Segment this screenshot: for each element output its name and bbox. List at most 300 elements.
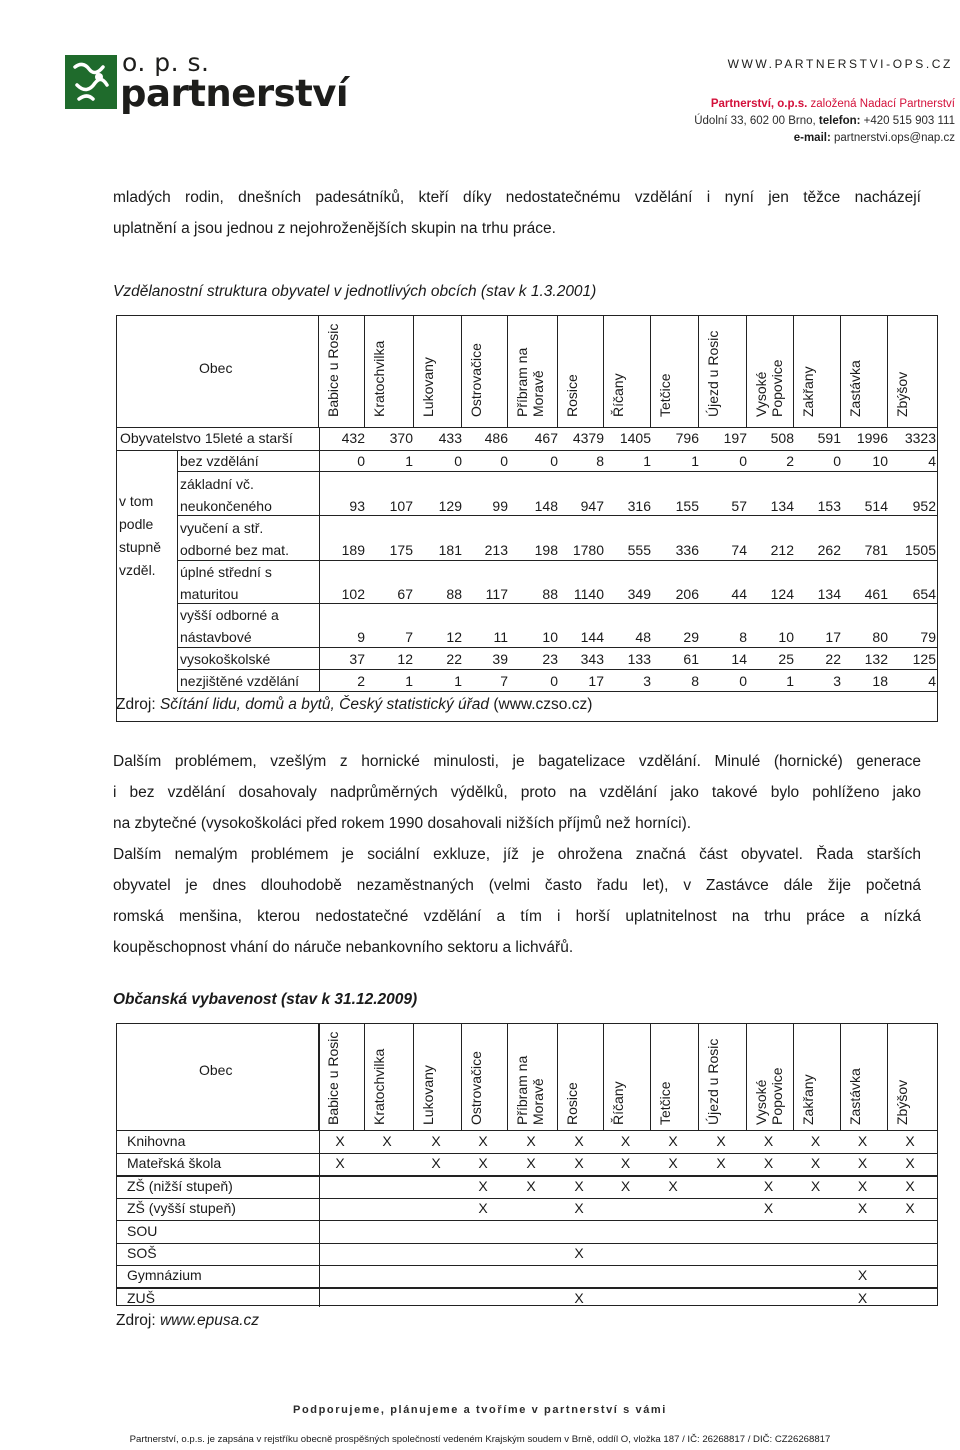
grid-line [603, 1024, 604, 1130]
grid-line [746, 1024, 747, 1130]
amenity-mark: X [478, 1177, 488, 1194]
grid-line [177, 560, 937, 561]
education-value: 12 [446, 629, 462, 645]
grid-line [117, 1198, 937, 1199]
municipality-name: Lukovany [420, 357, 436, 417]
body-line: na zbytečné (vysokoškoláci před rokem 1990 dosahovali nižších příjmů než horníci). [113, 815, 692, 832]
logo-icon [65, 55, 117, 109]
grid-line [117, 1265, 937, 1266]
amenity-mark: X [905, 1133, 915, 1149]
amenity-mark: X [668, 1133, 678, 1149]
education-value: 198 [534, 542, 558, 558]
amenity-mark: X [620, 1177, 631, 1194]
grid-line [117, 1175, 937, 1176]
municipality-header [610, 321, 626, 417]
education-value: 14 [731, 651, 747, 667]
education-level-label: neukončeného [180, 498, 272, 514]
grid-line [650, 316, 651, 427]
group-label: vzděl. [119, 562, 156, 578]
grid-line [557, 1024, 558, 1130]
amenity-label: Knihovna [127, 1133, 186, 1149]
education-value: 1 [405, 453, 413, 469]
education-value: 781 [864, 542, 888, 558]
education-value: 144 [580, 629, 604, 645]
municipality-header [371, 1029, 387, 1125]
education-value: 9 [357, 629, 365, 645]
obec-header: Obec [199, 1062, 233, 1078]
education-value: 12 [397, 651, 413, 667]
phone-number: +420 515 903 111 [863, 115, 955, 127]
education-level-label: vyučení a stř. [180, 520, 264, 536]
municipality-header [847, 321, 863, 417]
education-value: 1505 [904, 542, 936, 558]
email-address[interactable]: partnerstvi.ops@nap.cz [834, 132, 955, 144]
education-value: 132 [864, 651, 888, 667]
municipality-name: Ostrovačice [468, 343, 484, 417]
body-line: Dalším nemalým problémem je sociální exkluze, jíž je ohrožena značná část obyvatel. Řada starších [113, 846, 921, 863]
org-name: Partnerství, o.p.s. [710, 98, 808, 110]
education-value: 10 [542, 629, 558, 645]
education-value: 2 [786, 453, 794, 469]
education-level-label: vysokoškolské [180, 651, 271, 667]
amenity-mark: X [335, 1133, 345, 1149]
education-value: 99 [492, 498, 508, 514]
education-value: 213 [484, 542, 508, 558]
source-prefix: Zdroj: [116, 696, 160, 713]
municipality-header [894, 1029, 910, 1125]
intro-line: mladých rodin, dnešních padesátníků, kteří díky nedostatečnému vzdělání i nyní jen těžce nacházejí [113, 189, 921, 206]
amenity-mark: X [857, 1289, 868, 1306]
education-value: 153 [817, 498, 841, 514]
municipality-header [894, 321, 910, 417]
education-level-label: vyšší odborné a [180, 607, 279, 623]
education-value: 8 [739, 629, 747, 645]
municipality-name: Kratochvilka [371, 1048, 387, 1125]
municipality-name: Babice u Rosic [325, 1031, 341, 1125]
footer-legal: Partnerství, o.p.s. je zapsána v rejstříku obecně prospěšných společností vedeném Krajským soudem v Brně, oddíl O, vložka 187 / IČ: 26268817 / DIČ: CZ26268817 [129, 1434, 831, 1445]
education-value: 18 [872, 673, 888, 689]
amenity-mark: X [905, 1155, 915, 1172]
education-value: 175 [389, 542, 413, 558]
grid-line [793, 1024, 794, 1130]
source-link[interactable]: www.epusa.cz [159, 1312, 260, 1329]
amenity-mark: X [716, 1133, 726, 1149]
education-table [116, 315, 938, 722]
municipality-name: Vysoké Popovice [753, 359, 785, 417]
education-value: 206 [675, 586, 699, 602]
education-level-label: úplné střední s [180, 564, 272, 580]
municipality-header [564, 321, 580, 417]
education-value: 7 [405, 629, 413, 645]
municipality-name: Říčany [610, 373, 626, 417]
body-paragraph [113, 746, 921, 963]
body-line: i bez vzdělání dosahovaly nadprůměrných výdělků, proto na vzdělání jako takové bylo pohlíženo jako [113, 784, 921, 801]
municipality-header [468, 1029, 484, 1125]
education-value: 336 [675, 542, 699, 558]
amenity-mark: X [574, 1289, 584, 1306]
education-value: 11 [493, 629, 508, 645]
education-value: 4 [928, 453, 936, 469]
education-value: 514 [864, 498, 888, 514]
education-value: 133 [627, 651, 651, 667]
grid-line [117, 1130, 937, 1131]
education-value: 88 [542, 586, 558, 602]
grid-line [793, 316, 794, 427]
grid-line [177, 647, 937, 648]
municipality-name: Rosice [564, 1082, 580, 1125]
grid-line [117, 1287, 937, 1288]
education-value: 1 [786, 673, 794, 689]
amenity-mark: X [431, 1133, 441, 1149]
education-value: 25 [778, 651, 794, 667]
municipality-name: Újezd u Rosic [705, 1038, 721, 1125]
grid-line [177, 471, 937, 472]
education-value: 10 [872, 453, 888, 469]
municipality-header [657, 321, 673, 417]
municipality-header [705, 321, 721, 417]
total-value: 467 [534, 430, 558, 446]
municipality-header [753, 1029, 785, 1125]
education-value: 29 [683, 629, 699, 645]
amenity-mark: X [620, 1133, 631, 1149]
total-value: 197 [723, 430, 747, 446]
municipality-name: Příbram na Moravě [514, 1055, 546, 1125]
municipality-header [325, 321, 341, 417]
amenity-mark: X [335, 1155, 345, 1172]
source-prefix: Zdroj: [116, 1312, 160, 1329]
municipality-header [514, 1029, 546, 1125]
grid-line [364, 316, 365, 427]
municipality-header [420, 1029, 436, 1125]
website-link[interactable]: WWW.PARTNERSTVI-OPS.CZ [727, 57, 953, 71]
table1-title: Vzdělanostní struktura obyvatel v jednotlivých obcích (stav k 1.3.2001) [113, 283, 597, 300]
amenities-table [116, 1023, 938, 1306]
municipality-name: Příbram na Moravě [514, 347, 546, 417]
amenity-mark: X [810, 1177, 821, 1194]
amenity-label: ZŠ (vyšší stupeň) [127, 1200, 236, 1217]
brand-ops: o. p. s. [122, 48, 210, 77]
amenity-mark: X [431, 1155, 441, 1172]
education-value: 3 [643, 673, 651, 689]
education-level-label: nezjištěné vzdělání [180, 673, 300, 689]
education-value: 0 [833, 453, 841, 469]
education-level-label: nástavbové [180, 629, 252, 645]
amenity-mark: X [478, 1133, 488, 1149]
municipality-name: Kratochvilka [371, 340, 387, 417]
amenity-mark: X [382, 1133, 392, 1149]
municipality-header [371, 321, 387, 417]
amenity-mark: X [763, 1155, 774, 1172]
municipality-header [325, 1029, 341, 1125]
amenity-mark: X [857, 1200, 868, 1217]
amenity-mark: X [478, 1200, 488, 1217]
education-value: 1 [643, 453, 651, 469]
total-value: 432 [341, 430, 365, 446]
amenity-mark: X [574, 1200, 584, 1217]
obec-header: Obec [199, 360, 233, 376]
amenity-mark: X [526, 1177, 536, 1194]
grid-line [413, 1024, 414, 1130]
education-value: 79 [920, 629, 936, 645]
grid-line [117, 1153, 937, 1154]
education-value: 1 [691, 453, 699, 469]
municipality-name: Újezd u Rosic [705, 330, 721, 417]
municipality-name: Lukovany [420, 1065, 436, 1125]
intro-paragraph [113, 182, 921, 244]
education-value: 44 [731, 586, 747, 602]
municipality-name: Zbýšov [894, 1079, 910, 1125]
amenity-label: SOŠ [127, 1245, 157, 1261]
email-label: e-mail: [793, 132, 831, 144]
education-value: 181 [438, 542, 462, 558]
grid-line [557, 316, 558, 427]
amenity-mark: X [526, 1133, 536, 1149]
grid-line [177, 603, 937, 604]
education-value: 148 [534, 498, 558, 514]
municipality-name: Tetčice [657, 373, 673, 417]
education-level-label: bez vzdělání [180, 453, 259, 469]
education-value: 189 [341, 542, 365, 558]
education-value: 22 [825, 651, 841, 667]
total-label: Obyvatelstvo 15leté a starší [120, 430, 293, 446]
education-value: 39 [492, 651, 508, 667]
education-value: 3 [833, 673, 841, 689]
municipality-name: Rosice [564, 374, 580, 417]
education-value: 0 [550, 673, 558, 689]
education-value: 74 [731, 542, 747, 558]
education-value: 61 [683, 651, 699, 667]
education-value: 654 [912, 586, 936, 602]
education-value: 125 [912, 651, 936, 667]
municipality-name: Zastávka [847, 360, 863, 417]
footer-slogan: Podporujeme, plánujeme a tvoříme v partnerství s vámi [293, 1404, 667, 1416]
amenity-mark: X [810, 1133, 821, 1149]
amenity-mark: X [574, 1155, 584, 1172]
amenity-mark: X [478, 1155, 488, 1172]
total-value: 796 [675, 430, 699, 446]
municipality-name: Zakřany [800, 366, 816, 417]
education-value: 8 [596, 453, 604, 469]
table2-title: Občanská vybavenost (stav k 31.12.2009) [113, 991, 418, 1008]
education-value: 0 [500, 453, 508, 469]
amenity-mark: X [526, 1155, 536, 1172]
education-value: 124 [770, 586, 794, 602]
grid-line [117, 1243, 937, 1244]
amenity-mark: X [668, 1177, 678, 1194]
amenity-mark: X [668, 1155, 678, 1172]
total-value: 370 [389, 430, 413, 446]
education-value: 17 [825, 629, 841, 645]
amenity-mark: X [716, 1155, 726, 1172]
education-value: 88 [446, 586, 462, 602]
total-value: 508 [770, 430, 794, 446]
municipality-header [420, 321, 436, 417]
group-label: podle [119, 516, 154, 532]
total-value: 433 [438, 430, 462, 446]
education-value: 349 [627, 586, 651, 602]
body-line: Dalším problémem, vzešlým z hornické minulosti, je bagatelizace vzdělání. Minulé (hornické) generace [113, 753, 921, 770]
amenity-label: ZŠ (nižší stupeň) [127, 1177, 233, 1194]
grid-line [840, 1024, 841, 1130]
municipality-header [847, 1029, 863, 1125]
education-value: 0 [357, 453, 365, 469]
education-value: 947 [580, 498, 604, 514]
body-line: obyvatel je dnes dlouhodobě nezaměstnaných (velmi často řadu let), v Zastávce dále žije početná [113, 877, 921, 894]
education-value: 343 [580, 651, 604, 667]
education-level-label: maturitou [180, 586, 239, 602]
education-value: 134 [817, 586, 841, 602]
education-value: 1140 [573, 586, 604, 602]
education-value: 107 [389, 498, 413, 514]
total-value: 486 [484, 430, 508, 446]
group-label: stupně [119, 539, 162, 555]
education-value: 0 [739, 673, 747, 689]
grid-line [117, 1220, 937, 1221]
total-value: 3323 [904, 430, 936, 446]
education-value: 1780 [572, 542, 604, 558]
municipality-name: Vysoké Popovice [753, 1067, 785, 1125]
municipality-header [468, 321, 484, 417]
education-level-label: základní vč. [180, 476, 254, 492]
education-value: 212 [770, 542, 794, 558]
municipality-header [753, 321, 785, 417]
grid-line [840, 316, 841, 427]
grid-line [413, 316, 414, 427]
amenity-mark: X [763, 1177, 774, 1194]
municipality-header [657, 1029, 673, 1125]
municipality-name: Tetčice [657, 1081, 673, 1125]
source-title: Sčítání lidu, domů a bytů, Český statistický úřad [159, 696, 490, 713]
grid-line [461, 316, 462, 427]
org-address: Údolní 33, 602 00 Brno, [694, 115, 816, 127]
org-founded: založená Nadací Partnerství [810, 98, 955, 110]
education-value: 37 [349, 651, 365, 667]
education-value: 17 [588, 673, 604, 689]
amenity-mark: X [857, 1267, 868, 1284]
grid-line [698, 316, 699, 427]
amenity-mark: X [574, 1177, 584, 1194]
amenity-mark: X [763, 1133, 774, 1149]
municipality-name: Říčany [610, 1081, 626, 1125]
education-value: 262 [817, 542, 841, 558]
source-url: (www.czso.cz) [489, 696, 593, 713]
education-value: 134 [770, 498, 794, 514]
education-value: 1 [454, 673, 462, 689]
education-value: 1 [405, 673, 413, 689]
municipality-name: Ostrovačice [468, 1051, 484, 1125]
municipality-header [564, 1029, 580, 1125]
amenity-mark: X [857, 1155, 868, 1172]
education-value: 10 [778, 629, 794, 645]
amenity-label: ZUŠ [127, 1289, 155, 1306]
education-value: 0 [739, 453, 747, 469]
education-value: 952 [912, 498, 936, 514]
grid-line [177, 691, 937, 692]
phone-label: telefon: [818, 115, 861, 127]
education-value: 155 [675, 498, 699, 514]
education-value: 22 [446, 651, 462, 667]
amenity-mark: X [574, 1245, 584, 1261]
amenity-mark: X [810, 1155, 821, 1172]
amenity-mark: X [763, 1200, 774, 1217]
grid-line [318, 316, 319, 427]
municipality-name: Zbýšov [894, 371, 910, 417]
amenity-mark: X [905, 1200, 915, 1217]
intro-line: uplatnění a jsou jednou z nejohroženějších skupin na trhu práce. [113, 220, 556, 237]
education-value: 555 [627, 542, 651, 558]
amenity-mark: X [857, 1177, 868, 1194]
org-contact [694, 96, 955, 147]
total-value: 1996 [856, 430, 888, 446]
municipality-name: Zakřany [800, 1074, 816, 1125]
municipality-header [705, 1029, 721, 1125]
table2-source [116, 1312, 259, 1330]
grid-line [177, 669, 937, 670]
education-value: 23 [542, 651, 558, 667]
grid-line [507, 316, 508, 427]
grid-line [650, 1024, 651, 1130]
grid-line [319, 427, 320, 692]
grid-line [364, 1024, 365, 1130]
education-value: 80 [872, 629, 888, 645]
table1-source [116, 696, 592, 714]
education-value: 8 [691, 673, 699, 689]
education-value: 117 [485, 586, 508, 602]
brand-name: partnerství [120, 72, 349, 115]
grid-line [117, 427, 937, 428]
body-line: romská menšina, kterou nedostatečné vzdělání a tím i horší uplatnitelnost na trhu práce a nízká [113, 908, 921, 925]
education-value: 2 [357, 673, 365, 689]
education-value: 48 [635, 629, 651, 645]
amenity-label: Gymnázium [127, 1267, 202, 1284]
amenity-mark: X [905, 1177, 915, 1194]
total-value: 591 [817, 430, 841, 446]
amenity-mark: X [620, 1155, 631, 1172]
grid-line [177, 515, 937, 516]
amenity-mark: X [574, 1133, 584, 1149]
amenity-label: Mateřská škola [127, 1155, 222, 1172]
education-value: 0 [550, 453, 558, 469]
body-line: koupěschopnost vhání do náruče nebankovního sektoru a lichvářů. [113, 939, 574, 956]
education-value: 461 [864, 586, 888, 602]
education-value: 57 [731, 498, 747, 514]
education-value: 4 [928, 673, 936, 689]
grid-line [117, 450, 937, 451]
grid-line [887, 316, 888, 427]
education-value: 316 [627, 498, 651, 514]
amenity-label: SOU [127, 1222, 158, 1239]
education-value: 129 [438, 498, 462, 514]
municipality-name: Zastávka [847, 1068, 863, 1125]
municipality-header [514, 321, 546, 417]
education-value: 93 [349, 498, 365, 514]
grid-line [177, 450, 178, 692]
education-value: 67 [397, 586, 413, 602]
grid-line [461, 1024, 462, 1130]
municipality-header [800, 1029, 816, 1125]
municipality-header [610, 1029, 626, 1125]
total-value: 1405 [619, 430, 651, 446]
amenity-mark: X [857, 1133, 868, 1149]
grid-line [887, 1024, 888, 1130]
grid-line [698, 1024, 699, 1130]
grid-line [746, 316, 747, 427]
group-label: v tom [119, 493, 154, 509]
education-level-label: odborné bez mat. [180, 542, 289, 558]
total-value: 4379 [572, 430, 604, 446]
education-value: 102 [341, 586, 365, 602]
grid-line [603, 316, 604, 427]
